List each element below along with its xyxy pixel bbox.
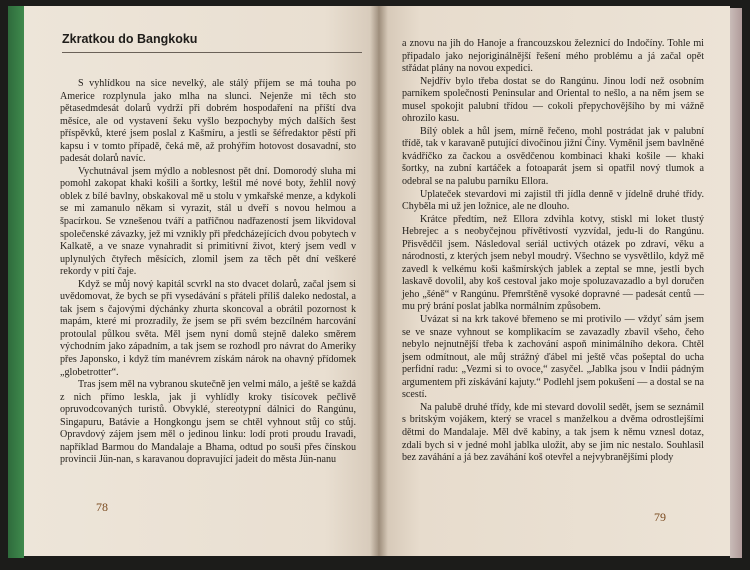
paragraph: Tras jsem měl na vybranou skutečně jen velmi málo, a ještě se každá z nich přímo leskla, jak ji vyhlídly kroky tisícovek pečlivě opruvodcovaných turistů. Obvyklé, stereotypní dálnici do Rangúnu, Singapuru, Batávie a Hongkongu jsem se chtěl vyhnout stůj co stůj. Opravdový zájem jsem měl o jedinou linku: lodí proti proudu Iravadi, například Barmou do Mandalaje a Bhama, odtud po souši přes čínskou provincii Jün-nan, s karavanou dopravující jadeit do města Jün-nanu [60,379,356,466]
book-cover-edge [8,6,24,558]
paragraph: Krátce předtím, než Ellora zdvihla kotvy, stiskl mi loket tlustý Hebrejec a s neobyčejnou přívětivostí vyzvídal, jedu-li do Rangúnu. Přisvědčil jsem. Následoval seriál uctivých otázek po zdraví, věku a národnosti, z kterých jsem nebyl moudrý. Všechno se vysvětlilo, když mě zavedl k velkému koši kašmírských jablek a zeptal se mne, jestli bych laskavě dovolil, aby koš cestoval jako moje spoluzavazadlo a byl doručen jeho „šéně“ v Rangúnu. Přemrštěně vysoké dopravné — padesát centů — mu prý brání poslat jablka normálním způsobem. [402,213,704,313]
paragraph: Vychutnával jsem mýdlo a noblesnost pět dní. Domorodý sluha mi pomohl zakopat khaki košili a šortky, leštil mé nové boty, žehlil nový oblek z bílé bavlny, obskakoval mě u stolu v ymkařské menze, a kdykoli se mi zamanulo někam si vyrazit, stál u dveří s novou helmou a špacírkou. Se vznešenou tváří a patřičnou nadřazeností jsem likvidoval společenské závazky, jež mi vznikly při předcházejících dvou pobytech v Kalkatě, a ve snaze vynahradit si primitivní život, který jsem vedl v uplynulých čtyřech měsících, zlomil jsem za těch pět dní veškeré rekordy v pití čaje. [60,165,356,278]
paragraph: Na palubě druhé třídy, kde mi stevard dovolil sedět, jsem se seznámil s britským vojákem, který se vracel s manželkou a dvěma odrostlejšími dětmi do Mandalaje. Měl dvě kabiny, a tak jsem k němu vznesl dotaz, zdali bych si v jedné mohl jablka uložit, aby se jim nic nestalo. Souhlasil bez zaváhání a já bez zaváhání koš otevřel a nejvybranějšími plody [402,401,704,464]
page-number-left: 78 [96,500,108,514]
book-gutter [370,6,388,556]
paragraph: a znovu na jih do Hanoje a francouzskou železnicí do Indočíny. Tohle mi připadalo jako nejoriginálnější řešení mého problému a já začal opět střádat plány na novou expedici. [402,38,704,75]
paragraph: Uvázat si na krk takové břemeno se mi protivilo — vždyť sám jsem se ve snaze vyhnout se komplikacím se zavazadly zbavil všeho, čeho nebylo nejnutnější třeba k zachování aspoň minimálního dekora. Chtěl jsem odmítnout, ale můj strážný ďábel mi ještě včas pošeptal do ucha perfidní radu: „Vezmi si to ovoce,“ zasyčel. „Jablka jsou v Indii pádným argumentem při získávání kajuty.“ Podlehl jsem pokušení — a dostal se na scestí. [402,314,704,401]
paragraph: Bílý oblek a hůl jsem, mírně řečeno, mohl postrádat jak v palubní třídě, tak v karavaně putující divočinou jižní Číny. Vyměnil jsem bavlněné kvádříčko za čackou a osvědčenou kombinaci khaki košile — khaki šortky, na zubní kartáček a fotoaparát jsem si opatřil nový tlumok a odebral se na palubu parníku Ellora. [402,125,704,188]
running-head: Zkratkou do Bangkoku [62,32,198,46]
paragraph: Když se můj nový kapitál scvrkl na sto dvacet dolarů, začal jsem si uvědomovat, že bych se při vysedávání s přáteli příliš daleko nedostal, a tak jsem s čajovými dýchánky zhurta skoncoval a obrátil pozornost k mapám, které mi prozradily, že jsem se při svém bezcílném harcování protoulal půlkou světa. Měl jsem nyní domů stejně daleko směrem východním jako západním, a tak jsem se rozhodl pro návrat do Ameriky přes Japonsko, i když tím manévrem získám nárok na ohavný přídomek „globetrotter“. [60,278,356,378]
page-stack-edge [730,8,742,558]
paragraph: Nejdřív bylo třeba dostat se do Rangúnu. Jinou lodí než osobním parníkem společnosti Peninsular and Oriental to nešlo, a na něm jsem se musel spokojit palubní třídou — cokoli přepychovějšího by mi vážně ohrozilo kasu. [402,75,704,125]
paragraph: S vyhlídkou na sice nevelký, ale stálý příjem se má touha po Americe rozplynula jako mlha na slunci. Nejenže mi těch sto pětasedmdesát dolarů vydrží při dobrém hospodaření na příští dva měsíce, ale od vystavení šeku vyšlo bezpochyby mých dalších šest příspěvků, které jsem poslal z Kašmíru, a jestli se šéfredaktor pěstí při kapsu i v tomto případě, čeká mě, až prohýřím hotovost dosavadní, sto padesát dolarů navíc. [60,78,356,165]
right-page-text [402,38,704,465]
left-page-text [60,78,356,467]
page-number-right: 79 [654,510,666,524]
running-head-rule [62,52,362,53]
paragraph: Uplateček stevardovi mi zajistil tři jídla denně v jídelně druhé třídy. Chyběla mi už jen ložnice, ale ne dlouho. [402,188,704,213]
